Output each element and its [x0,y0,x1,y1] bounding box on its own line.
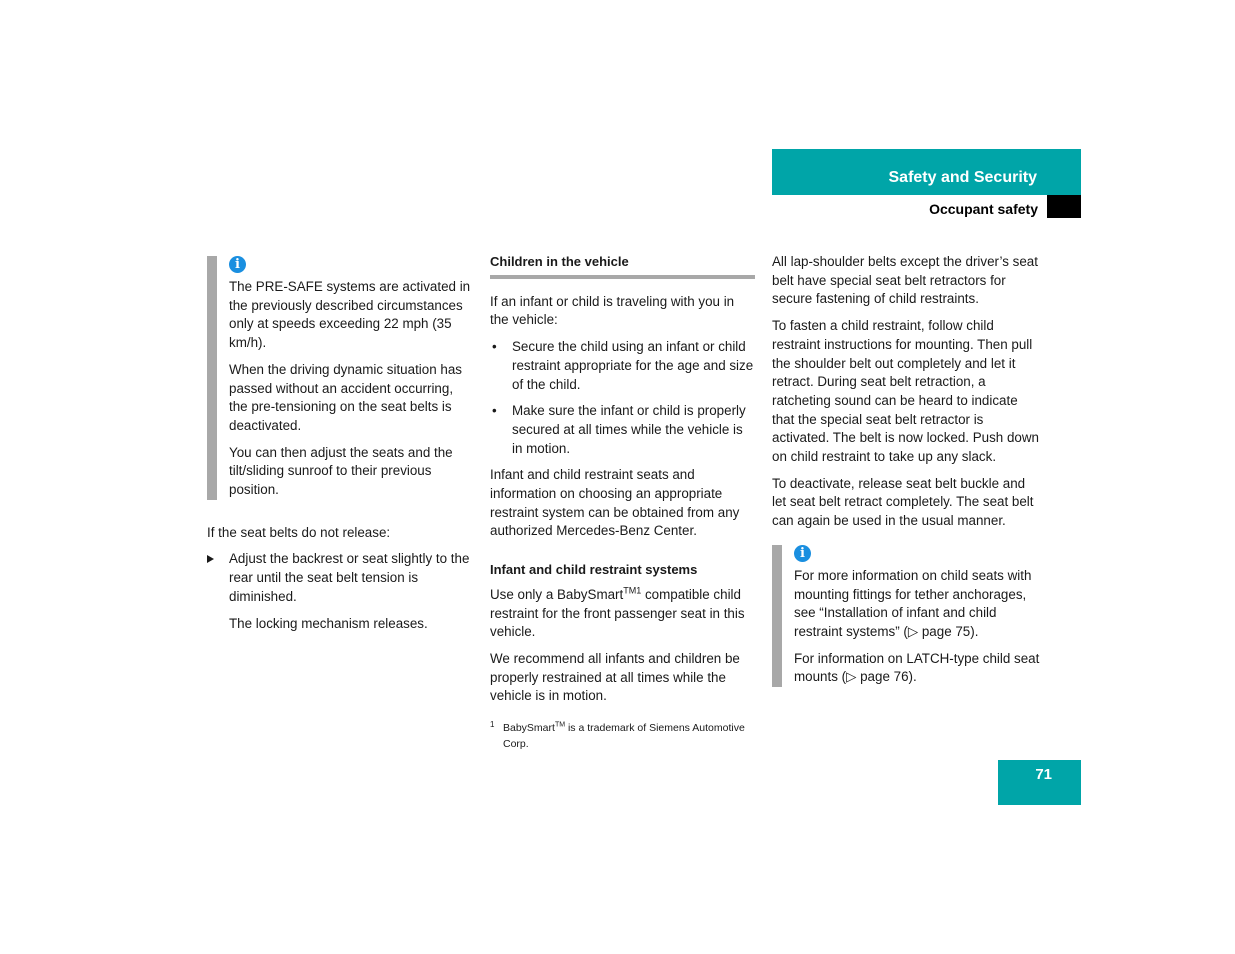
section-header-bar [772,149,1081,195]
page-number: 71 [1035,766,1052,783]
list-item-text: Make sure the infant or child is properly secured at all times while the vehicle is in motion. [512,403,746,456]
column-2 [490,253,755,752]
paragraph: To deactivate, release seat belt buckle and let seat belt retract completely. The seat belt can again be used in the usual manner. [772,475,1034,529]
heading-rule [490,275,755,279]
paragraph: To fasten a child restraint, follow child restraint instructions for mounting. Then pull the shoulder belt out completely and let it retract. During seat belt retraction, a ratcheting sound can be heard to indicate that the special seat belt retractor is activated. The belt is now locked. Push down on child restraint to take up any slack. [772,318,1039,465]
section-subtitle: Occupant safety [929,201,1038,217]
paragraph: Infant and child restraint seats and information on choosing an appropriate restraint system can be obtained from any authorized Mercedes-Benz Center. [490,467,740,539]
paragraph: All lap-shoulder belts except the driver’s seat belt have special seat belt retractors for secure fastening of child restraints. [772,254,1038,307]
arrow-icon [207,555,214,563]
info-paragraph: When the driving dynamic situation has passed without an accident occurring, the pre-tensioning on the seat belts is deactivated. [229,361,462,433]
section-heading: Children in the vehicle [490,254,629,269]
footnote-marker: 1 [490,720,495,730]
info-paragraph: For more information on child seats with mounting fittings for tether anchorages, see “Installation of infant and child restraint systems” (▷ page 75). [794,567,1032,639]
header-marker-block [1047,195,1081,218]
bullet-marker: • [492,339,497,355]
list-item [490,338,755,394]
column-3 [772,253,1040,687]
paragraph: If an infant or child is traveling with you in the vehicle: [490,293,735,328]
info-paragraph: The PRE-SAFE systems are activated in the previously described circumstances only at speeds exceeding 22 mph (35 km/h). [229,279,471,351]
bullet-marker: • [492,403,497,419]
info-box-pre-safe [207,256,473,500]
step-result: The locking mechanism releases. [229,615,428,631]
paragraph: We recommend all infants and children be properly restrained at all times while the vehicle is in motion. [490,650,740,704]
info-box-child-seats [772,545,1040,687]
instruction-step [207,550,473,606]
step-text: Adjust the backrest or seat slightly to the rear until the seat belt tension is diminished. [229,551,470,604]
info-paragraph: You can then adjust the seats and the tilt/sliding sunroof to their previous position. [229,444,453,498]
list-item [490,402,755,458]
section-title: Safety and Security [888,169,1037,186]
page-number-box [998,760,1081,805]
info-paragraph: For information on LATCH-type child seat mounts (▷ page 76). [794,650,1040,685]
footnote: 1 BabySmart™ is a trademark of Siemens Automotive Corp. [490,720,755,752]
info-icon: i [794,545,811,562]
paragraph: Use only a BabySmart$^{TM1}$ compatible child restraint for the front passenger seat in this vehicle. [490,585,745,640]
section-heading: Infant and child restraint systems [490,562,698,578]
paragraph: If the seat belts do not release: [207,524,391,540]
info-icon: i [229,256,246,273]
list-item-text: Secure the child using an infant or child restraint appropriate for the age and size of the child. [512,339,754,392]
column-1 [207,256,473,633]
